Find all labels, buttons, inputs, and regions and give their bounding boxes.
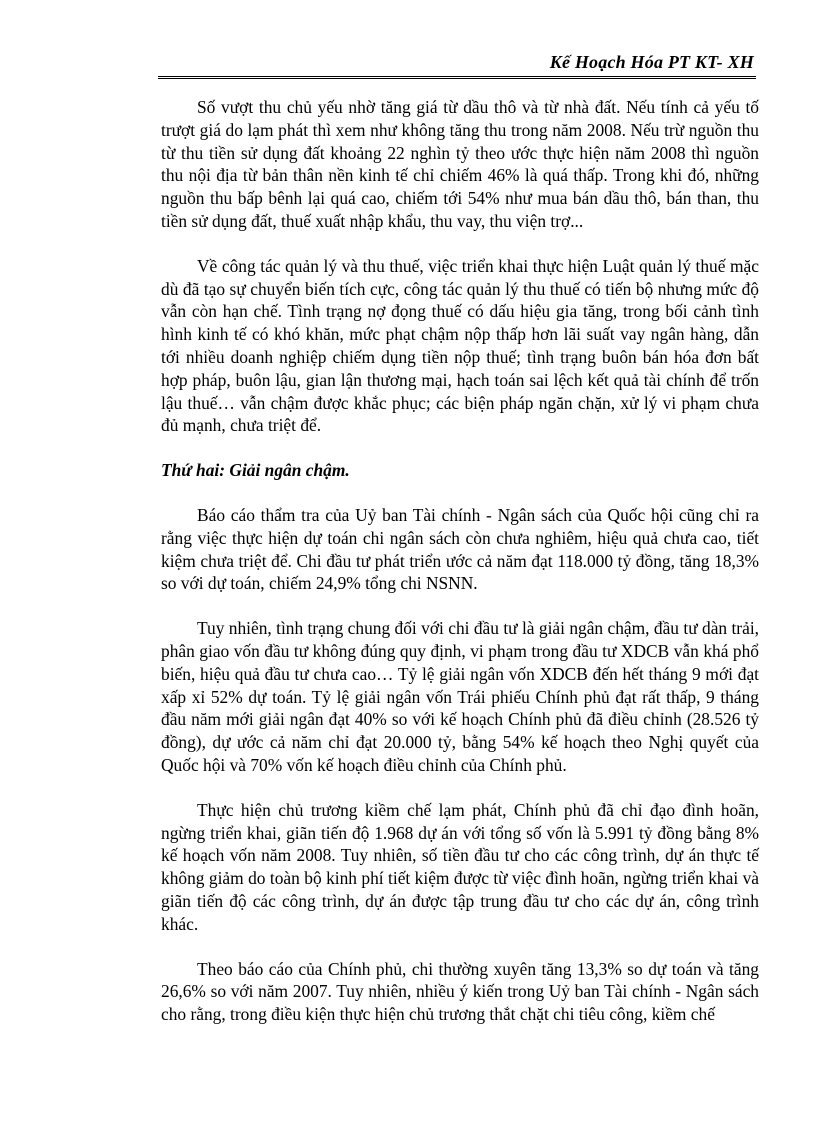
running-header [158,46,756,79]
paragraph-disbursement: Tuy nhiên, tình trạng chung đối với chi đầu tư là giải ngân chậm, đầu tư dàn trải, phân giao vốn đầu tư không đúng quy định, vi phạm trong đầu tư XDCB vẫn khá phổ biến, hiệu quả đầu tư chưa cao… Tỷ lệ giải ngân vốn XDCB đến hết tháng 9 mới đạt xấp xỉ 52% dự toán. Tỷ lệ giải ngân vốn Trái phiếu Chính phủ đạt rất thấp, 9 tháng đầu năm mới giải ngân đạt 40% so với kế hoạch Chính phủ đã điều chỉnh (28.526 tỷ đồng), dự ước cả năm chỉ đạt 20.000 tỷ, bằng 54% kế hoạch theo Nghị quyết của Quốc hội và 70% vốn kế hoạch điều chỉnh của Chính phủ. [161,618,759,775]
paragraph-inflation-control: Thực hiện chủ trương kiềm chế lạm phát, Chính phủ đã chỉ đạo đình hoãn, ngừng triển khai, giãn tiến độ 1.968 dự án với tổng số vốn là 5.991 tỷ đồng bằng 8% kế hoạch vốn năm 2008. Tuy nhiên, số tiền đầu tư cho các công trình, dự án thực tế không giảm do toàn bộ kinh phí tiết kiệm được từ việc đình hoãn, ngừng triển khai và giãn tiến độ các công trình, dự án được tập trung đầu tư cho các dự án, công trình khác. [161,799,759,934]
paragraph-revenue: Số vượt thu chủ yếu nhờ tăng giá từ dầu thô và từ nhà đất. Nếu tính cả yếu tố trượt giá do lạm phát thì xem như không tăng thu trong năm 2008. Nếu trừ nguồn thu từ thu tiền sử dụng đất khoảng 22 nghìn tỷ theo ước thực hiện năm 2008 thì nguồn thu nội địa từ bản thân nền kinh tế chỉ chiếm 46% là quá thấp. Trong khi đó, những nguồn thu bấp bênh lại quá cao, chiếm tới 54% như mua bán dầu thô, bán than, thu tiền sử dụng đất, thuế xuất nhập khẩu, thu vay, thu viện trợ... [161,97,759,231]
paragraph-audit-report: Báo cáo thẩm tra của Uỷ ban Tài chính - Ngân sách của Quốc hội cũng chỉ ra rằng việc thực hiện dự toán chi ngân sách còn chưa nghiêm, hiệu quả chưa cao, tiết kiệm chưa triệt để. Chi đầu tư phát triển ước cả năm đạt 118.000 tỷ đồng, tăng 18,3% so với dự toán, chiếm 24,9% tổng chi NSNN. [161,504,759,594]
paragraph-tax-management: Về công tác quản lý và thu thuế, việc triển khai thực hiện Luật quản lý thuế mặc dù đã tạo sự chuyển biến tích cực, công tác quản lý thu thuế có tiến bộ nhưng mức độ vẫn còn hạn chế. Tình trạng nợ đọng thuế có dấu hiệu gia tăng, trong bối cảnh tình hình kinh tế có khó khăn, mức phạt chậm nộp thấp hơn lãi suất vay ngân hàng, dẫn tới nhiều doanh nghiệp chiếm dụng tiền nộp thuế; tình trạng buôn bán hóa đơn bất hợp pháp, buôn lậu, gian lận thương mại, hạch toán sai lệch kết quả tài chính để trốn lậu thuế… vẫn chậm được khắc phục; các biện pháp ngăn chặn, xử lý vi phạm chưa đủ mạnh, chưa triệt để. [161,255,759,436]
paragraph-recurrent-spending: Theo báo cáo của Chính phủ, chi thường xuyên tăng 13,3% so dự toán và tăng 26,6% so với năm 2007. Tuy nhiên, nhiều ý kiến trong Uỷ ban Tài chính - Ngân sách cho rằng, trong điều kiện thực hiện chủ trương thắt chặt chi tiêu công, kiềm chế [161,958,759,1025]
document-body [161,96,759,1048]
section-heading: Thứ hai: Giải ngân chậm. [161,460,350,481]
header-title: Kế Hoạch Hóa PT KT- XH [549,52,754,72]
